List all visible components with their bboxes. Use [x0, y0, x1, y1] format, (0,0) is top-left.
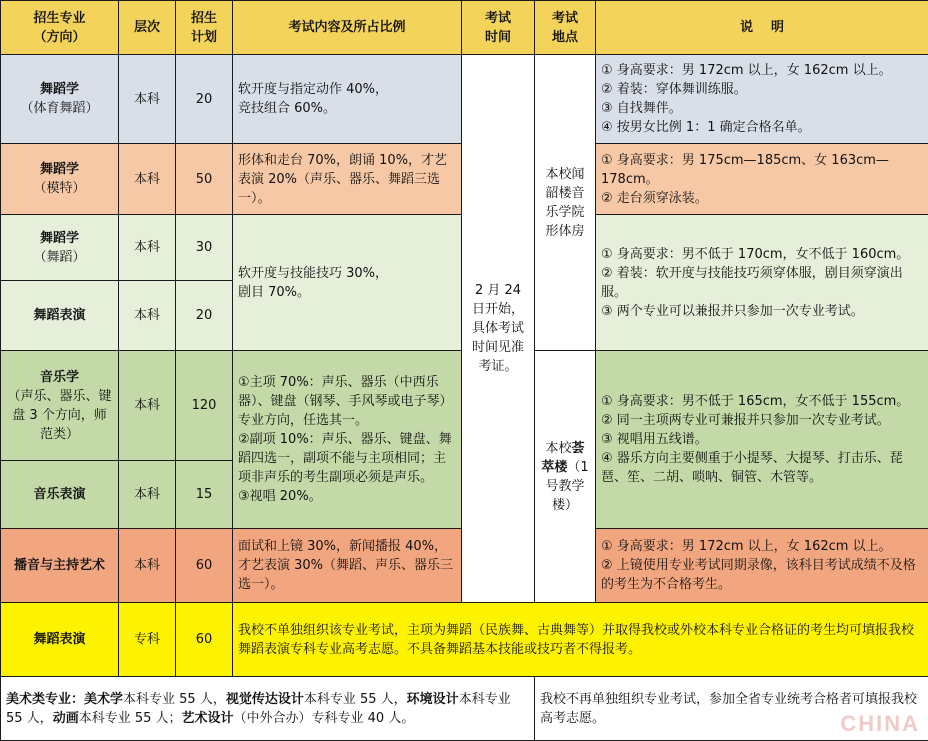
header-plan-text: 招生 计划	[190, 10, 217, 45]
major-name: 播音与主持艺术	[13, 558, 105, 573]
exam-place-cell-1	[535, 55, 596, 351]
content-text: ①主项 70%：声乐、器乐（中西乐器）、键盘（钢琴、手风琴或电子琴）专业方向，任选其一。 ②副项 10%：声乐、器乐、键盘、舞蹈四选一，副项不能与主项相同；主项非声乐的考生副项必须是声乐。 ③视唱 20%。	[238, 375, 453, 504]
art-major-2: 视觉传达设计	[225, 691, 304, 707]
header-time-text: 考试 时间	[484, 10, 511, 45]
table-row	[1, 55, 928, 144]
art-major-5-info: （中外合办）专科专业 40 人。	[233, 710, 415, 726]
art-major-3: 环境设计	[406, 691, 459, 707]
level-cell: 本科	[119, 215, 176, 281]
level-cell: 本科	[119, 144, 176, 215]
notes-cell	[596, 144, 928, 215]
exam-time-text: 2 月 24 日开始，具体考试时间见准考证。	[471, 283, 524, 374]
content-cell	[233, 55, 462, 144]
major-name: 舞蹈表演	[33, 308, 86, 323]
header-content: 考试内容及所占比例	[233, 1, 462, 55]
major-direction: （声乐、器乐、键盘 3 个方向，师范类）	[7, 388, 112, 442]
level-cell: 专科	[119, 603, 176, 677]
level-cell: 本科	[119, 351, 176, 461]
header-plan	[176, 1, 233, 55]
art-major-2-info: 本科专业 55 人，	[303, 691, 407, 707]
art-label: 美术类专业：	[6, 691, 85, 707]
art-major-3-info: 本科专业 55 人，	[6, 691, 511, 726]
content-text: 我校不单独组织该专业考试，主项为舞蹈（民族舞、古典舞等）并取得我校或外校本科专业合格证的考生均可填报我校舞蹈表演专科专业高考志愿。不具备舞蹈基本技能或技巧者不得报考。	[238, 622, 915, 657]
major-name: 舞蹈表演	[33, 632, 86, 647]
major-name: 舞蹈学	[39, 82, 79, 97]
plan-cell: 20	[176, 281, 233, 351]
header-row	[1, 1, 928, 55]
plan-cell: 30	[176, 215, 233, 281]
watermark-text: CHINA	[840, 711, 920, 736]
art-major-1: 美术学	[84, 691, 124, 707]
notes-cell	[596, 529, 928, 603]
table-row	[1, 603, 928, 677]
header-major	[1, 1, 119, 55]
major-direction: （模特）	[33, 181, 86, 196]
level-cell: 本科	[119, 529, 176, 603]
content-cell	[233, 144, 462, 215]
major-name: 音乐表演	[33, 487, 86, 502]
notes-cell	[596, 351, 928, 529]
header-level: 层次	[119, 1, 176, 55]
exam-time-cell	[462, 55, 535, 603]
major-name: 舞蹈学	[39, 230, 79, 246]
major-cell	[1, 461, 119, 529]
level-cell: 本科	[119, 281, 176, 351]
notes-text: ① 身高要求：男不低于 165cm，女不低于 155cm。 ② 同一主项两专业可兼报并只参加一次专业考试。 ③ 视唱用五线谱。 ④ 器乐方向主要侧重于小提琴、大提琴、打击乐、琵琶、笙、二胡、唢呐、铜管、木管等。	[601, 394, 910, 485]
notes-text: ① 身高要求：男 172cm 以上，女 162cm 以上。 ② 着装：穿体舞训练服。 ③ 自找舞伴。 ④ 按男女比例 1：1 确定合格名单。	[601, 63, 892, 135]
content-text: 面试和上镜 30%，新闻播报 40%，才艺表演 30%（舞蹈、声乐、器乐三选一）。	[238, 539, 454, 592]
major-cell	[1, 603, 119, 677]
art-major-4: 动画	[52, 710, 79, 726]
major-cell	[1, 144, 119, 215]
major-cell	[1, 281, 119, 351]
art-major-5: 艺术设计	[181, 710, 234, 726]
art-major-1-info: 本科专业 55 人，	[123, 691, 226, 707]
plan-cell: 60	[176, 529, 233, 603]
plan-cell: 60	[176, 603, 233, 677]
header-time	[462, 1, 535, 55]
major-direction: （体育舞蹈）	[20, 101, 99, 116]
art-majors-cell	[1, 677, 535, 741]
exam-place-cell-2	[535, 351, 596, 603]
header-notes-text: 说 明	[739, 20, 785, 35]
major-cell	[1, 351, 119, 461]
header-major-text: 招生专业 （方向）	[33, 10, 86, 45]
header-place	[535, 1, 596, 55]
exam-place-building: 荟萃楼	[541, 440, 585, 475]
plan-cell: 50	[176, 144, 233, 215]
exam-place-post: （1号教学楼）	[545, 459, 589, 513]
notes-cell	[596, 55, 928, 144]
major-cell	[1, 215, 119, 281]
art-note-text: 我校不再单独组织专业考试，参加全省专业统考合格者可填报我校高考志愿。	[540, 691, 918, 726]
header-notes	[596, 1, 928, 55]
plan-cell: 120	[176, 351, 233, 461]
level-cell: 本科	[119, 55, 176, 144]
major-cell	[1, 55, 119, 144]
content-cell	[233, 603, 928, 677]
content-cell	[233, 215, 462, 351]
major-cell	[1, 529, 119, 603]
major-name: 舞蹈学	[39, 162, 79, 177]
content-text: 软开度与技能技巧 30%， 剧目 70%。	[238, 265, 389, 300]
notes-cell	[596, 215, 928, 351]
content-cell	[233, 529, 462, 603]
notes-text: ① 身高要求：男 175cm—185cm、女 163cm—178cm。 ② 走台须穿泳装。	[601, 152, 889, 206]
watermark-logo	[840, 711, 920, 737]
exam-place-pre: 本校	[545, 440, 572, 456]
notes-text: ① 身高要求：男 172cm 以上，女 162cm 以上。 ② 上镜使用专业考试同期录像，该科目考试成绩不及格的考生为不合格考生。	[601, 539, 916, 592]
exam-place-text-1: 本校闻韶楼音乐学院形体房	[545, 166, 585, 239]
plan-cell: 15	[176, 461, 233, 529]
plan-cell: 20	[176, 55, 233, 144]
footer-row	[1, 677, 928, 741]
major-direction: （舞蹈）	[33, 249, 86, 265]
major-name: 音乐学	[39, 369, 79, 385]
content-text: 软开度与指定动作 40%， 竞技组合 60%。	[238, 82, 389, 116]
header-place-text: 考试 地点	[551, 10, 578, 45]
notes-text: ① 身高要求：男不低于 170cm，女不低于 160cm。 ② 着装：软开度与技能技巧须穿体服，剧目须穿演出服。 ③ 两个专业可以兼报并只参加一次专业考试。	[601, 246, 910, 319]
level-cell: 本科	[119, 461, 176, 529]
content-cell	[233, 351, 462, 529]
content-text: 形体和走台 70%，朗诵 10%，才艺表演 20%（声乐、器乐、舞蹈三选一）。	[238, 152, 448, 206]
art-major-4-info: 本科专业 55 人；	[78, 710, 182, 726]
